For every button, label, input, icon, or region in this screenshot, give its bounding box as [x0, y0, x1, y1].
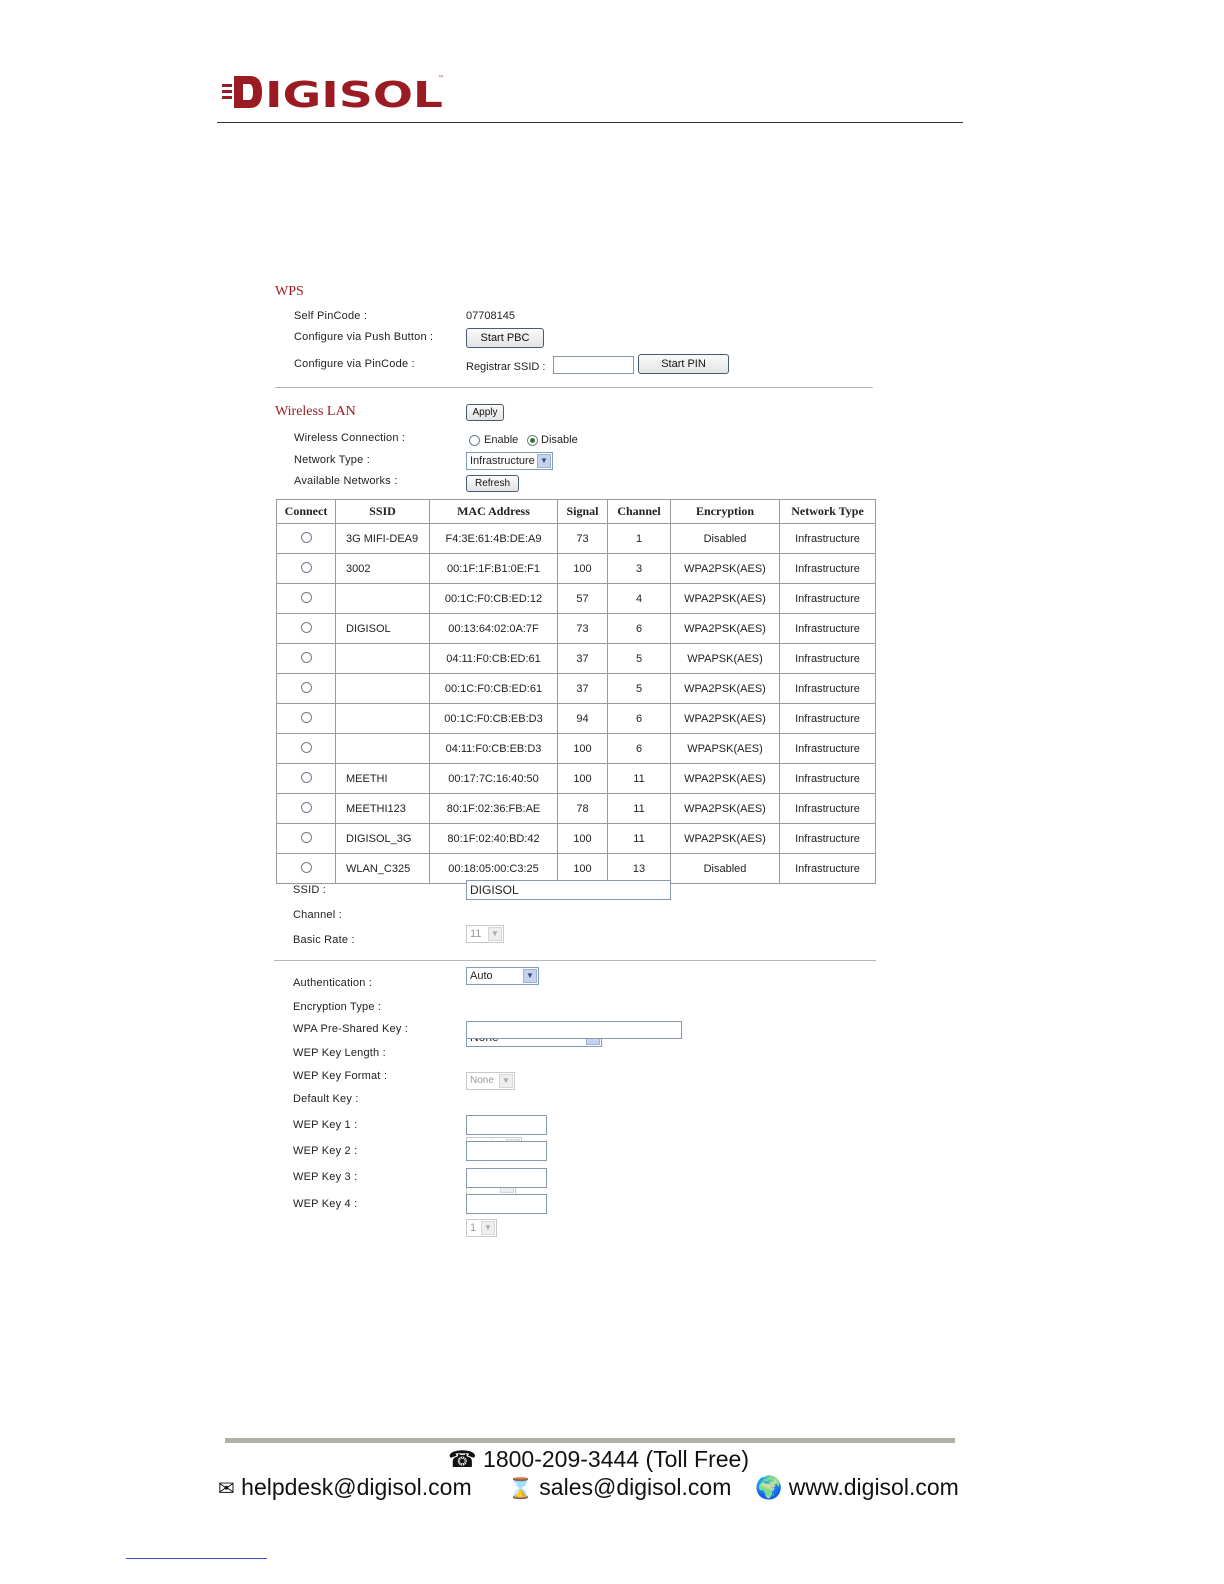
- connect-cell[interactable]: [277, 584, 336, 614]
- mac-cell: 00:18:05:00:C3:25: [430, 854, 558, 884]
- connect-cell[interactable]: [277, 854, 336, 884]
- ssid-cell: DIGISOL: [336, 614, 430, 644]
- connect-cell[interactable]: [277, 704, 336, 734]
- channel-cell: 1: [608, 524, 671, 554]
- ssid-cell: [336, 704, 430, 734]
- footer-sales: [508, 1474, 731, 1501]
- table-row: [277, 704, 876, 734]
- wep-key-length-label: WEP Key Length :: [293, 1047, 386, 1059]
- signal-cell: 100: [558, 764, 608, 794]
- connect-cell[interactable]: [277, 644, 336, 674]
- start-pbc-button[interactable]: Start PBC: [466, 328, 544, 348]
- encryption-cell: WPA2PSK(AES): [671, 614, 780, 644]
- channel-cell: 11: [608, 794, 671, 824]
- mac-cell: 80:1F:02:36:FB:AE: [430, 794, 558, 824]
- table-row: [277, 584, 876, 614]
- header-divider: [217, 122, 963, 123]
- ssid-cell: MEETHI123: [336, 794, 430, 824]
- network-type-cell: Infrastructure: [780, 794, 876, 824]
- connect-radio[interactable]: [301, 832, 312, 843]
- ssid-cell: [336, 674, 430, 704]
- channel-cell: 6: [608, 614, 671, 644]
- footer-phone: [448, 1446, 749, 1473]
- encryption-cell: WPA2PSK(AES): [671, 824, 780, 854]
- mac-cell: 00:13:64:02:0A:7F: [430, 614, 558, 644]
- ssid-label: SSID :: [293, 884, 326, 896]
- connect-radio[interactable]: [301, 682, 312, 693]
- connect-radio[interactable]: [301, 652, 312, 663]
- signal-cell: 37: [558, 644, 608, 674]
- ssid-input[interactable]: [466, 880, 671, 900]
- hourglass-icon: ⌛: [508, 1478, 533, 1500]
- chevron-down-icon: ▼: [537, 454, 551, 468]
- globe-icon: 🌍: [755, 1475, 783, 1500]
- mac-cell: 04:11:F0:CB:ED:61: [430, 644, 558, 674]
- signal-cell: 94: [558, 704, 608, 734]
- mac-cell: 00:1C:F0:CB:ED:12: [430, 584, 558, 614]
- authentication-label: Authentication :: [293, 977, 373, 989]
- connect-cell[interactable]: [277, 824, 336, 854]
- col-network-type: Network Type: [780, 500, 876, 524]
- self-pincode-label: Self PinCode :: [294, 310, 368, 322]
- signal-cell: 100: [558, 824, 608, 854]
- encryption-cell: WPA2PSK(AES): [671, 584, 780, 614]
- network-type-cell: Infrastructure: [780, 584, 876, 614]
- network-type-cell: Infrastructure: [780, 824, 876, 854]
- network-type-cell: Infrastructure: [780, 704, 876, 734]
- basic-rate-label: Basic Rate :: [293, 934, 355, 946]
- push-button-label: Configure via Push Button :: [294, 331, 434, 343]
- wireless-lan-title: Wireless LAN: [275, 404, 356, 419]
- wep-key4-label: WEP Key 4 :: [293, 1198, 358, 1210]
- col-ssid: SSID: [336, 500, 430, 524]
- default-key-label: Default Key :: [293, 1093, 359, 1105]
- signal-cell: 100: [558, 734, 608, 764]
- table-row: [277, 524, 876, 554]
- helpdesk-email[interactable]: helpdesk@digisol.com: [241, 1474, 472, 1500]
- channel-select[interactable]: [466, 925, 504, 943]
- ssid-cell: [336, 584, 430, 614]
- col-mac: MAC Address: [430, 500, 558, 524]
- network-type-select[interactable]: [466, 452, 553, 470]
- table-header-row: [277, 500, 876, 524]
- network-type-cell: Infrastructure: [780, 524, 876, 554]
- sales-email[interactable]: sales@digisol.com: [539, 1474, 732, 1500]
- section-divider: [274, 960, 876, 961]
- connect-radio[interactable]: [301, 802, 312, 813]
- disable-label: Disable: [541, 434, 578, 446]
- connect-cell[interactable]: [277, 764, 336, 794]
- col-channel: Channel: [608, 500, 671, 524]
- channel-cell: 4: [608, 584, 671, 614]
- encryption-cell: Disabled: [671, 524, 780, 554]
- ssid-cell: 3G MIFI-DEA9: [336, 524, 430, 554]
- col-encryption: Encryption: [671, 500, 780, 524]
- table-row: [277, 674, 876, 704]
- signal-cell: 37: [558, 674, 608, 704]
- network-type-cell: Infrastructure: [780, 554, 876, 584]
- connect-radio[interactable]: [301, 712, 312, 723]
- mac-cell: 04:11:F0:CB:EB:D3: [430, 734, 558, 764]
- table-row: [277, 644, 876, 674]
- disable-radio[interactable]: [527, 433, 538, 451]
- channel-cell: 11: [608, 764, 671, 794]
- encryption-cell: WPA2PSK(AES): [671, 554, 780, 584]
- section-divider: [275, 387, 873, 388]
- encryption-cell: WPAPSK(AES): [671, 644, 780, 674]
- encryption-type-value: None: [470, 1075, 494, 1086]
- digisol-logo: [222, 72, 454, 112]
- phone-number: 1800-209-3444 (Toll Free): [483, 1446, 749, 1472]
- channel-cell: 3: [608, 554, 671, 584]
- connect-cell[interactable]: [277, 524, 336, 554]
- ssid-cell: MEETHI: [336, 764, 430, 794]
- wpa-key-input[interactable]: [466, 1021, 682, 1039]
- chevron-down-icon: ▼: [481, 1221, 495, 1235]
- pincode-label: Configure via PinCode :: [294, 358, 415, 370]
- encryption-cell: WPA2PSK(AES): [671, 674, 780, 704]
- wep-key3-input[interactable]: [466, 1168, 547, 1188]
- mac-cell: 80:1F:02:40:BD:42: [430, 824, 558, 854]
- default-key-value: 1: [470, 1222, 477, 1234]
- connect-radio[interactable]: [301, 862, 312, 873]
- encryption-cell: WPA2PSK(AES): [671, 704, 780, 734]
- encryption-type-label: Encryption Type :: [293, 1001, 382, 1013]
- col-connect: Connect: [277, 500, 336, 524]
- link-underline: [126, 1558, 267, 1559]
- network-type-cell: Infrastructure: [780, 644, 876, 674]
- wep-key1-label: WEP Key 1 :: [293, 1119, 358, 1131]
- channel-cell: 6: [608, 734, 671, 764]
- connect-radio[interactable]: [301, 772, 312, 783]
- encryption-type-select[interactable]: [466, 1072, 515, 1090]
- mac-cell: 00:1F:1F:B1:0E:F1: [430, 554, 558, 584]
- mail-icon: ✉: [218, 1478, 235, 1500]
- wps-title: WPS: [275, 284, 304, 299]
- footer-divider: [225, 1438, 955, 1443]
- start-pin-button[interactable]: Start PIN: [638, 354, 729, 374]
- mac-cell: F4:3E:61:4B:DE:A9: [430, 524, 558, 554]
- apply-button[interactable]: Apply: [466, 404, 504, 421]
- basic-rate-select[interactable]: [466, 967, 539, 985]
- wep-key1-input[interactable]: [466, 1115, 547, 1135]
- network-type-cell: Infrastructure: [780, 734, 876, 764]
- connect-radio[interactable]: [301, 562, 312, 573]
- col-signal: Signal: [558, 500, 608, 524]
- wireless-connection-label: Wireless Connection :: [294, 432, 406, 444]
- signal-cell: 100: [558, 554, 608, 584]
- channel-cell: 5: [608, 644, 671, 674]
- signal-cell: 73: [558, 524, 608, 554]
- registrar-ssid-input[interactable]: [553, 356, 634, 374]
- chevron-down-icon: ▼: [499, 1074, 513, 1088]
- encryption-cell: WPA2PSK(AES): [671, 794, 780, 824]
- encryption-cell: Disabled: [671, 854, 780, 884]
- channel-cell: 6: [608, 704, 671, 734]
- table-row: [277, 614, 876, 644]
- ssid-cell: [336, 644, 430, 674]
- signal-cell: 78: [558, 794, 608, 824]
- available-networks-table: [276, 499, 876, 884]
- connect-cell[interactable]: [277, 734, 336, 764]
- wep-key-format-label: WEP Key Format :: [293, 1070, 388, 1082]
- ssid-cell: DIGISOL_3G: [336, 824, 430, 854]
- refresh-button[interactable]: Refresh: [466, 475, 519, 492]
- chevron-down-icon: ▼: [523, 969, 537, 983]
- svg-text:IGISOL: IGISOL: [265, 75, 443, 112]
- channel-cell: 13: [608, 854, 671, 884]
- connect-cell[interactable]: [277, 674, 336, 704]
- table-row: [277, 734, 876, 764]
- network-type-cell: Infrastructure: [780, 614, 876, 644]
- connect-radio[interactable]: [301, 532, 312, 543]
- channel-cell: 11: [608, 824, 671, 854]
- mac-cell: 00:17:7C:16:40:50: [430, 764, 558, 794]
- wpa-key-label: WPA Pre-Shared Key :: [293, 1023, 409, 1035]
- connect-radio[interactable]: [301, 592, 312, 603]
- channel-label: Channel :: [293, 909, 342, 921]
- footer-helpdesk: [218, 1474, 472, 1501]
- registrar-ssid-label: Registrar SSID :: [466, 361, 546, 373]
- signal-cell: 100: [558, 854, 608, 884]
- connect-cell[interactable]: [277, 794, 336, 824]
- wep-key2-label: WEP Key 2 :: [293, 1145, 358, 1157]
- enable-label: Enable: [484, 434, 519, 446]
- phone-icon: ☎: [448, 1446, 477, 1472]
- svg-text:™: ™: [438, 75, 444, 82]
- network-type-cell: Infrastructure: [780, 854, 876, 884]
- self-pincode-value: 07708145: [466, 310, 515, 322]
- chevron-down-icon: ▼: [488, 927, 502, 941]
- footer-web: [755, 1474, 959, 1501]
- encryption-cell: WPA2PSK(AES): [671, 764, 780, 794]
- wep-key4-input[interactable]: [466, 1194, 547, 1214]
- channel-value: 11: [470, 928, 482, 940]
- wep-key2-input[interactable]: [466, 1141, 547, 1161]
- mac-cell: 00:1C:F0:CB:EB:D3: [430, 704, 558, 734]
- website-link[interactable]: www.digisol.com: [788, 1474, 959, 1500]
- connect-cell[interactable]: [277, 554, 336, 584]
- table-row: [277, 854, 876, 884]
- available-networks-label: Available Networks :: [294, 475, 398, 487]
- ssid-cell: [336, 734, 430, 764]
- channel-cell: 5: [608, 674, 671, 704]
- signal-cell: 57: [558, 584, 608, 614]
- network-type-value: Infrastructure: [470, 455, 535, 467]
- encryption-cell: WPAPSK(AES): [671, 734, 780, 764]
- ssid-cell: WLAN_C325: [336, 854, 430, 884]
- table-row: [277, 554, 876, 584]
- network-type-cell: Infrastructure: [780, 674, 876, 704]
- enable-radio[interactable]: [469, 433, 480, 451]
- table-row: [277, 794, 876, 824]
- connect-radio[interactable]: [301, 742, 312, 753]
- network-type-cell: Infrastructure: [780, 764, 876, 794]
- connect-cell[interactable]: [277, 614, 336, 644]
- ssid-cell: 3002: [336, 554, 430, 584]
- connect-radio[interactable]: [301, 622, 312, 633]
- mac-cell: 00:1C:F0:CB:ED:61: [430, 674, 558, 704]
- table-row: [277, 764, 876, 794]
- signal-cell: 73: [558, 614, 608, 644]
- table-row: [277, 824, 876, 854]
- default-key-select[interactable]: [466, 1219, 497, 1237]
- wep-key3-label: WEP Key 3 :: [293, 1171, 358, 1183]
- network-type-label: Network Type :: [294, 454, 370, 466]
- basic-rate-value: Auto: [470, 970, 493, 982]
